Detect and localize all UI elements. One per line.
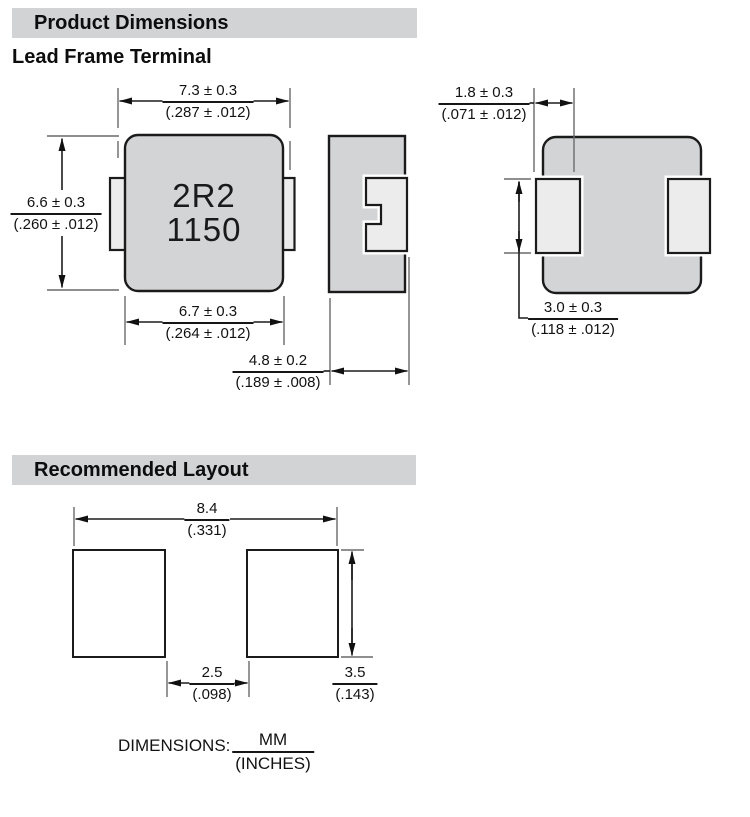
dim-layout-overall-width bbox=[184, 500, 229, 540]
dim-inches: (.071 ± .012) bbox=[439, 103, 530, 124]
dim-inches: (.287 ± .012) bbox=[163, 101, 254, 122]
dim-front-width-bottom bbox=[163, 303, 254, 343]
bottom-right-pad bbox=[668, 179, 710, 253]
dim-front-width-top bbox=[163, 82, 254, 122]
dim-mm: 6.7 ± 0.3 bbox=[178, 303, 238, 320]
layout-dim-pad-height bbox=[341, 550, 373, 657]
side-view bbox=[329, 136, 407, 292]
subtitle-lead-frame-terminal: Lead Frame Terminal bbox=[12, 46, 212, 68]
dim-inches: (.260 ± .012) bbox=[11, 213, 102, 234]
section-title: Product Dimensions bbox=[34, 12, 229, 34]
section-header-product-dimensions bbox=[12, 8, 417, 38]
dim-inches: (.098) bbox=[189, 683, 234, 704]
dim-mm: 1.8 ± 0.3 bbox=[454, 84, 514, 101]
dim-inches: (.189 ± .008) bbox=[233, 371, 324, 392]
part-marking bbox=[125, 135, 283, 291]
part-marking-line2: 1150 bbox=[166, 211, 242, 248]
dim-layout-pad-gap bbox=[189, 664, 234, 704]
front-left-terminal bbox=[110, 178, 126, 250]
dim-mm: 3.0 ± 0.3 bbox=[543, 299, 603, 316]
dim-mm: 7.3 ± 0.3 bbox=[178, 82, 238, 99]
dim-mm: 2.5 bbox=[201, 664, 223, 681]
layout-left-pad bbox=[73, 550, 165, 657]
dim-inches: (.331) bbox=[184, 519, 229, 540]
units-denominator: (INCHES) bbox=[232, 751, 314, 774]
part-marking-line1: 2R2 bbox=[172, 177, 236, 214]
section-header-recommended-layout bbox=[12, 455, 416, 485]
dimensions-note-label: DIMENSIONS: bbox=[118, 736, 231, 755]
dim-mm: 8.4 bbox=[196, 500, 218, 517]
dim-layout-pad-height bbox=[332, 664, 377, 704]
dim-bottom-terminal-height bbox=[528, 299, 618, 339]
dim-side-depth bbox=[233, 352, 324, 392]
units-numerator: MM bbox=[258, 730, 288, 749]
bottom-left-pad bbox=[536, 179, 580, 253]
dim-mm: 3.5 bbox=[344, 664, 366, 681]
layout-pads bbox=[73, 550, 338, 657]
bottom-view bbox=[533, 137, 714, 293]
leader bbox=[519, 182, 531, 318]
section-title: Recommended Layout bbox=[34, 459, 249, 481]
dim-bottom-terminal-width bbox=[439, 84, 530, 124]
dim-front-height bbox=[11, 194, 102, 234]
dim-inches: (.143) bbox=[332, 683, 377, 704]
dim-inches: (.118 ± .012) bbox=[528, 318, 618, 339]
bottom-dim-terminal-height bbox=[504, 179, 531, 318]
dim-inches: (.264 ± .012) bbox=[163, 322, 254, 343]
dim-mm: 4.8 ± 0.2 bbox=[248, 352, 308, 369]
dim-mm: 6.6 ± 0.3 bbox=[26, 194, 86, 211]
layout-right-pad bbox=[247, 550, 338, 657]
dimensions-note-units bbox=[232, 730, 314, 775]
